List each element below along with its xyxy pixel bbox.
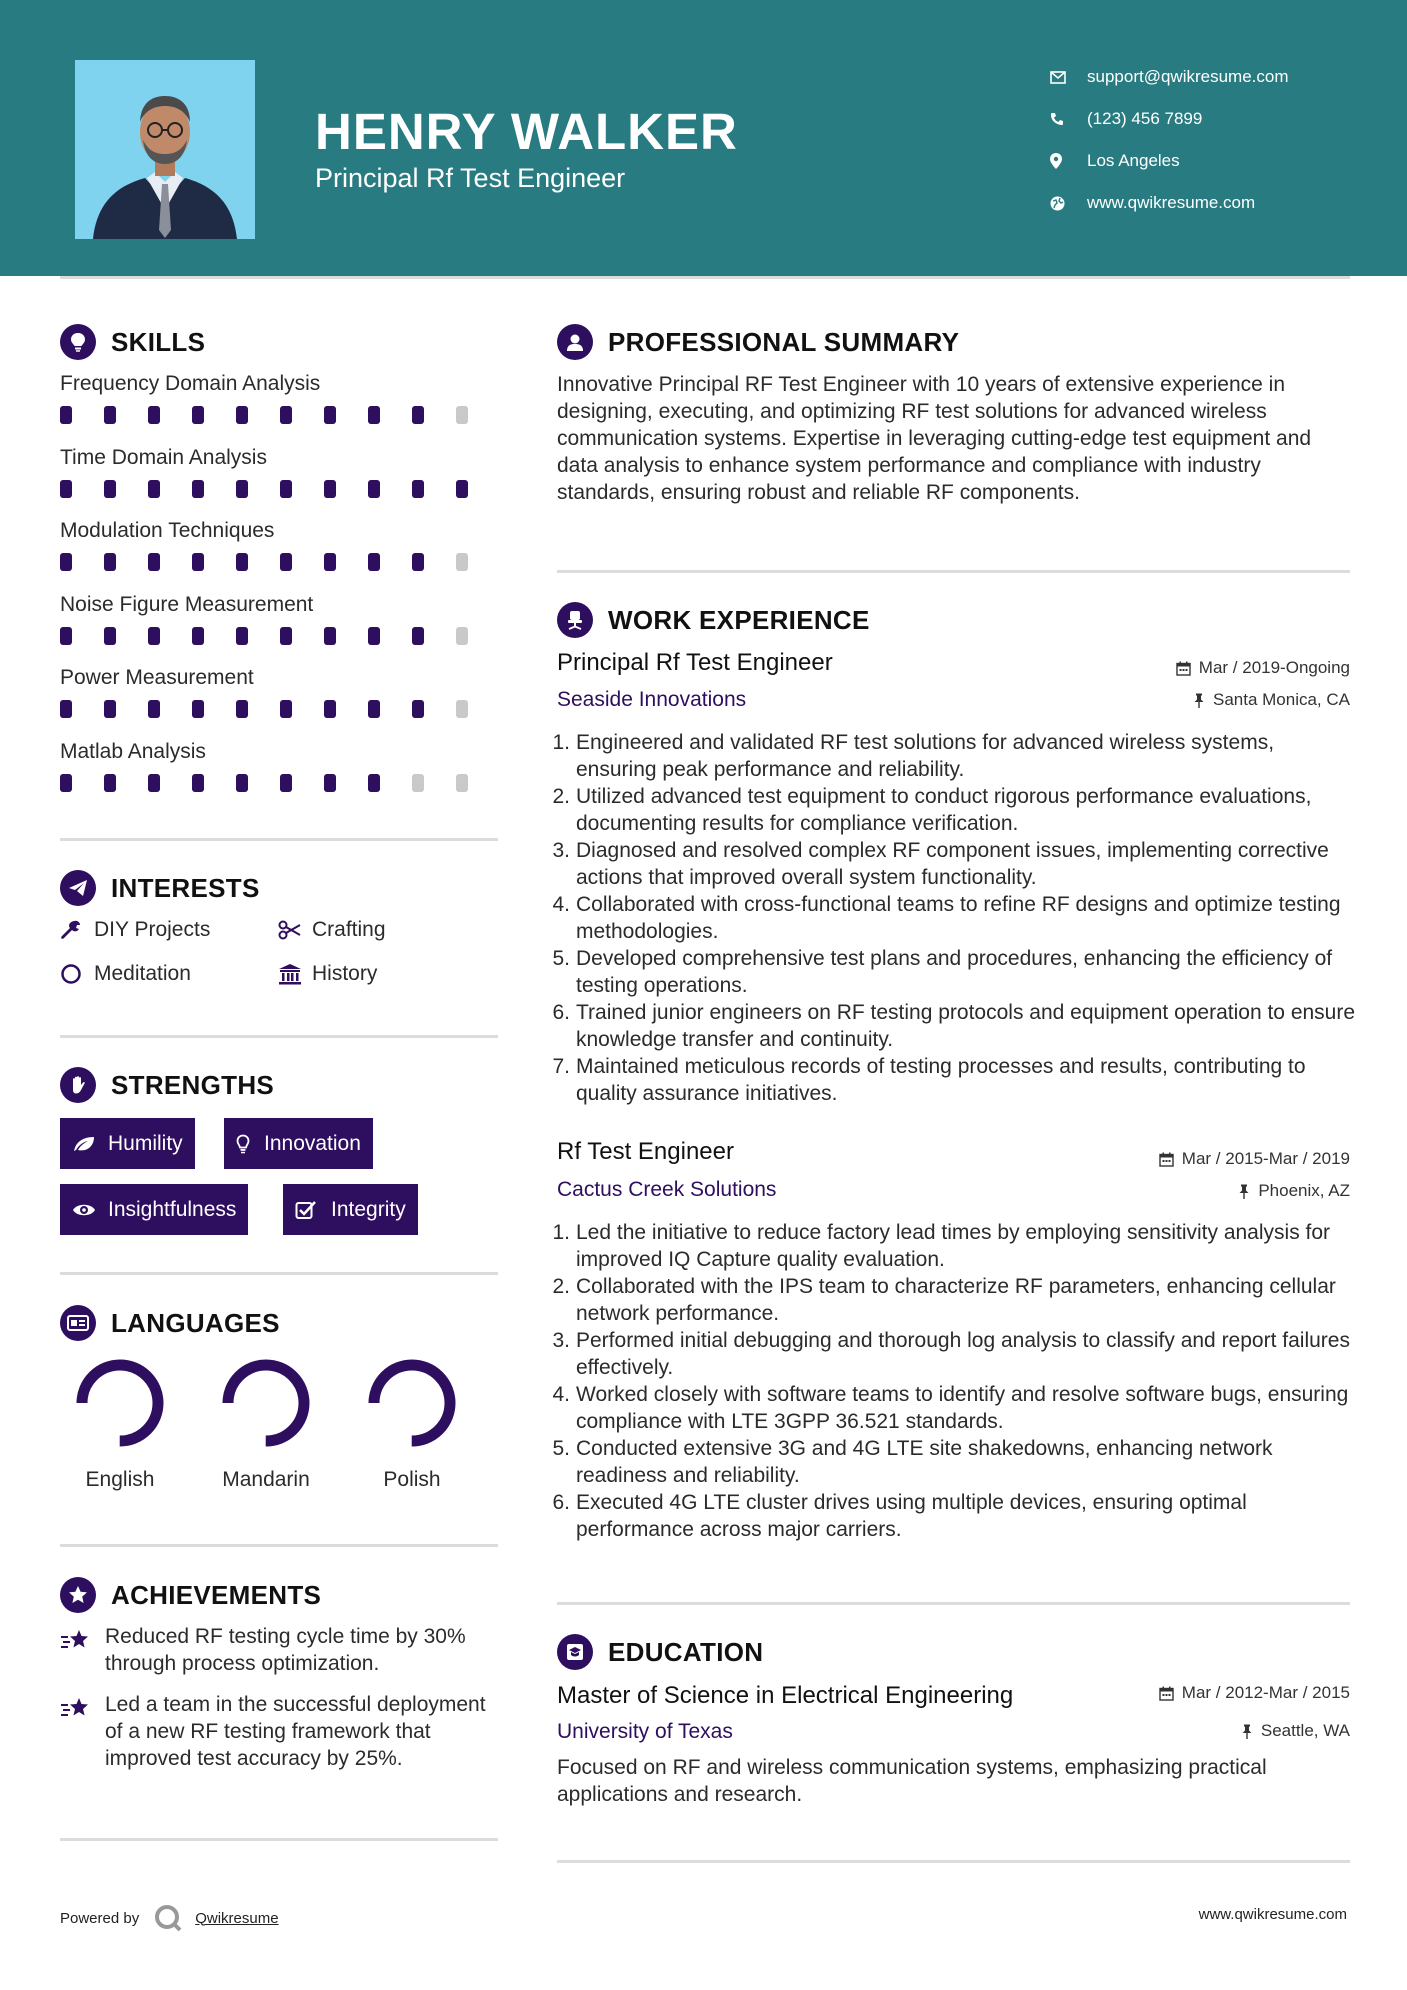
bullet-text: Executed 4G LTE cluster drives using multiple devices, ensuring optimal performance across major carriers. (576, 1491, 1247, 1541)
languages-heading (60, 1305, 280, 1341)
bullet-text: Maintained meticulous records of testing processes and results, contributing to quality assurance initiatives. (576, 1055, 1306, 1105)
experience-heading (557, 602, 870, 638)
strength-label: Integrity (331, 1197, 406, 1221)
summary-text: Innovative Principal RF Test Engineer with 10 years of extensive experience in designing, executing, and optimizing RF test solutions for advanced wireless communication systems. Expertise in leveraging cutting-edge test equipment and data analysis to enhance system performance and compliance with industry standards, ensuring robust and reliable RF components. (557, 373, 1312, 504)
wrench-icon (60, 919, 94, 941)
divider (557, 1860, 1350, 1863)
location-text: Santa Monica, CA (1212, 690, 1350, 709)
rating-dot (60, 774, 72, 792)
rating-dot (192, 627, 204, 645)
rating-dot (412, 700, 424, 718)
bullet-number: 2. (552, 1275, 570, 1298)
bullet-text: Collaborated with cross-functional teams to refine RF designs and optimize testing methodologies. (576, 893, 1341, 943)
shooting-star-icon (60, 1623, 105, 1677)
rating-dot (456, 774, 468, 792)
education-dates (1000, 1683, 1350, 1703)
bullet-number: 5. (552, 1437, 570, 1460)
job-bullets (552, 1219, 1356, 1543)
footer-credit (60, 1903, 279, 1933)
bullet-text: Led the initiative to reduce factory lead times by employing sensitivity analysis for improved IQ Capture quality evaluation. (576, 1221, 1331, 1271)
skills-heading (60, 324, 205, 360)
interest-item (60, 962, 191, 986)
language-label: Polish (383, 1468, 441, 1491)
language-level-arc (374, 1365, 450, 1441)
divider (60, 838, 498, 841)
profile-photo (75, 60, 255, 239)
location-text: Phoenix, AZ (1258, 1181, 1350, 1200)
rating-dot (280, 774, 292, 792)
website-text: www.qwikresume.com (1087, 193, 1256, 212)
rating-dot (148, 627, 160, 645)
rating-dot (192, 553, 204, 571)
office-chair-icon (557, 602, 593, 638)
rating-dot (104, 480, 116, 498)
language-level-arc (82, 1365, 158, 1441)
hand-icon (60, 1067, 96, 1103)
rating-dot (104, 700, 116, 718)
rating-dot (104, 627, 116, 645)
bullet-text: Conducted extensive 3G and 4G LTE site shakedowns, enhancing network readiness and reliability. (576, 1437, 1273, 1487)
experience-title: WORK EXPERIENCE (608, 604, 870, 635)
strengths-heading (60, 1067, 274, 1103)
rating-dot (236, 774, 248, 792)
bullet-item (552, 1273, 1356, 1327)
rating-dot (236, 700, 248, 718)
divider (60, 1272, 498, 1275)
bullet-number: 2. (552, 785, 570, 808)
rating-dot (412, 553, 424, 571)
rating-dot (192, 406, 204, 424)
interest-item (278, 918, 386, 942)
rating-dot (60, 700, 72, 718)
bullet-item (552, 891, 1356, 945)
contact-location (1050, 140, 1390, 182)
language-ring (58, 1357, 182, 1457)
rating-dot (412, 406, 424, 424)
resume-header (0, 0, 1407, 276)
bullet-number: 5. (552, 947, 570, 970)
bullet-item (552, 1381, 1356, 1435)
languages-title: LANGUAGES (111, 1307, 280, 1338)
eye-icon (72, 1202, 108, 1218)
lightbulb-icon (236, 1134, 264, 1154)
skills-list (60, 368, 500, 809)
rating-dot (368, 627, 380, 645)
bullet-item (552, 945, 1356, 999)
strength-tag (60, 1184, 248, 1235)
job-bullets (552, 729, 1356, 1107)
skill-item (60, 662, 500, 736)
strength-label: Innovation (264, 1131, 361, 1155)
rating-dot (148, 700, 160, 718)
bullet-text: Utilized advanced test equipment to conduct rigorous performance evaluations, documenting results for compliance verification. (576, 785, 1312, 835)
interest-label: DIY Projects (94, 918, 211, 941)
skill-rating (60, 480, 500, 498)
user-icon (557, 324, 593, 360)
shooting-star-icon (60, 1691, 105, 1772)
rating-dot (456, 553, 468, 571)
bullet-number: 1. (552, 731, 570, 754)
pushpin-icon (1241, 1724, 1253, 1739)
school-name: University of Texas (557, 1720, 733, 1743)
rating-dot (236, 480, 248, 498)
skill-item (60, 368, 500, 442)
bullet-item (552, 1435, 1356, 1489)
skills-title: SKILLS (111, 326, 206, 357)
circle-icon (60, 963, 94, 985)
skill-label: Frequency Domain Analysis (60, 372, 321, 395)
rating-dot (60, 406, 72, 424)
rating-dot (192, 480, 204, 498)
location-text: Seattle, WA (1260, 1721, 1350, 1740)
qwikresume-logo-icon (153, 1903, 183, 1933)
bullet-number: 3. (552, 839, 570, 862)
rating-dot (456, 406, 468, 424)
achievement-item (60, 1623, 500, 1677)
phone-text: (123) 456 7899 (1087, 109, 1203, 128)
rating-dot (324, 480, 336, 498)
bullet-text: Worked closely with software teams to identify and resolve software bugs, ensuring compliance with LTE 3GPP 36.521 standards. (576, 1383, 1349, 1433)
museum-icon (278, 963, 312, 985)
bullet-number: 6. (552, 1491, 570, 1514)
rating-dot (104, 774, 116, 792)
bullet-number: 1. (552, 1221, 570, 1244)
rating-dot (324, 627, 336, 645)
bullet-number: 7. (552, 1055, 570, 1078)
rating-dot (324, 774, 336, 792)
graduate-icon (557, 1634, 593, 1670)
email-text: support@qwikresume.com (1087, 67, 1289, 86)
divider (60, 1838, 498, 1841)
header-divider (60, 276, 1350, 279)
skill-rating (60, 627, 500, 645)
achievements-heading (60, 1577, 321, 1613)
rating-dot (104, 406, 116, 424)
leaf-icon (72, 1135, 108, 1153)
calendar-icon (1176, 661, 1191, 676)
rating-dot (412, 774, 424, 792)
bullet-number: 6. (552, 1001, 570, 1024)
strength-tag (283, 1184, 418, 1235)
rating-dot (368, 553, 380, 571)
language-label: English (85, 1468, 155, 1491)
candidate-title: Principal Rf Test Engineer (315, 163, 626, 193)
skill-rating (60, 406, 500, 424)
globe-icon (1050, 196, 1087, 211)
language-label: Mandarin (222, 1468, 310, 1491)
bullet-number: 3. (552, 1329, 570, 1352)
skill-rating (60, 553, 500, 571)
map-pin-icon (1050, 153, 1087, 169)
divider (60, 1544, 498, 1547)
job-dates (1000, 1149, 1350, 1169)
skill-item (60, 515, 500, 589)
bullet-item (552, 1489, 1356, 1543)
strength-label: Humility (108, 1131, 183, 1155)
skill-label: Modulation Techniques (60, 519, 275, 542)
summary-title: PROFESSIONAL SUMMARY (608, 326, 960, 357)
scissors-icon (278, 920, 312, 940)
bullet-item (552, 783, 1356, 837)
bullet-number: 4. (552, 1383, 570, 1406)
interest-label: Meditation (94, 962, 191, 985)
rating-dot (280, 480, 292, 498)
rating-dot (148, 553, 160, 571)
skill-rating (60, 774, 500, 792)
rating-dot (236, 553, 248, 571)
job-location (1000, 1181, 1350, 1201)
dates-text: Mar / 2012-Mar / 2015 (1181, 1683, 1350, 1702)
rating-dot (412, 480, 424, 498)
bullet-text: Performed initial debugging and thorough log analysis to classify and report failures effectively. (576, 1329, 1350, 1379)
skill-label: Noise Figure Measurement (60, 592, 314, 616)
bullet-item (552, 1219, 1356, 1273)
rating-dot (60, 627, 72, 645)
bullet-item (552, 729, 1356, 783)
language-item (196, 1357, 336, 1492)
bullet-item (552, 1053, 1356, 1107)
location-text: Los Angeles (1087, 151, 1180, 170)
summary-heading (557, 324, 959, 360)
skill-label: Power Measurement (60, 666, 254, 689)
contact-phone[interactable] (1050, 98, 1390, 140)
qwikresume-link[interactable]: Qwikresume (195, 1909, 279, 1927)
degree-title: Master of Science in Electrical Engineering (557, 1682, 1014, 1709)
paper-plane-icon (60, 870, 96, 906)
dates-text: Mar / 2015-Mar / 2019 (1181, 1149, 1350, 1168)
rating-dot (324, 406, 336, 424)
rating-dot (368, 406, 380, 424)
achievements-title: ACHIEVEMENTS (111, 1579, 322, 1610)
job-dates (1000, 658, 1350, 678)
bullet-item (552, 999, 1356, 1053)
interest-label: Crafting (312, 918, 386, 941)
education-text: Focused on RF and wireless communication systems, emphasizing practical applications and research. (557, 1756, 1267, 1806)
contact-email[interactable] (1050, 56, 1390, 98)
rating-dot (456, 627, 468, 645)
interest-item (278, 962, 377, 986)
interest-label: History (312, 962, 378, 985)
candidate-name: HENRY WALKER (315, 103, 738, 160)
rating-dot (368, 700, 380, 718)
pushpin-icon (1193, 693, 1205, 708)
rating-dot (148, 406, 160, 424)
achievement-item (60, 1691, 500, 1772)
rating-dot (324, 553, 336, 571)
bullet-text: Diagnosed and resolved complex RF component issues, implementing corrective actions that improved overall system functionality. (576, 839, 1329, 889)
dates-text: Mar / 2019-Ongoing (1198, 658, 1350, 677)
language-item (342, 1357, 482, 1492)
job-title: Rf Test Engineer (557, 1138, 734, 1165)
contact-list (1050, 56, 1390, 224)
skill-item (60, 736, 500, 810)
rating-dot (60, 480, 72, 498)
education-title: EDUCATION (608, 1636, 764, 1667)
interests-title: INTERESTS (111, 872, 260, 903)
bullet-item (552, 1327, 1356, 1381)
footer-website[interactable]: www.qwikresume.com (1198, 1906, 1347, 1923)
rating-dot (148, 480, 160, 498)
language-ring (350, 1357, 474, 1457)
rating-dot (368, 774, 380, 792)
checkbox-icon (295, 1200, 331, 1220)
star-badge-icon (60, 1577, 96, 1613)
rating-dot (280, 627, 292, 645)
company-name: Cactus Creek Solutions (557, 1178, 777, 1201)
bullet-text: Collaborated with the IPS team to characterize RF parameters, enhancing cellular network performance. (576, 1275, 1336, 1325)
bullet-text: Developed comprehensive test plans and procedures, enhancing the efficiency of testing operations. (576, 947, 1333, 997)
education-location (1000, 1721, 1350, 1741)
skill-rating (60, 700, 500, 718)
rating-dot (456, 480, 468, 498)
skill-item (60, 589, 500, 663)
calendar-icon (1159, 1686, 1174, 1701)
id-card-icon (60, 1305, 96, 1341)
rating-dot (456, 700, 468, 718)
envelope-icon (1050, 71, 1087, 84)
job-location (1000, 690, 1350, 710)
phone-icon (1050, 112, 1087, 126)
divider (557, 1602, 1350, 1605)
rating-dot (412, 627, 424, 645)
divider (557, 570, 1350, 573)
bullet-item (552, 837, 1356, 891)
rating-dot (104, 553, 116, 571)
pushpin-icon (1238, 1184, 1250, 1199)
rating-dot (368, 480, 380, 498)
powered-by-text: Powered by (60, 1909, 140, 1927)
rating-dot (148, 774, 160, 792)
strength-tag (60, 1118, 195, 1169)
rating-dot (324, 700, 336, 718)
job-title: Principal Rf Test Engineer (557, 649, 833, 676)
lightbulb-icon (60, 324, 96, 360)
strength-tag (224, 1118, 373, 1169)
skill-label: Matlab Analysis (60, 739, 206, 763)
rating-dot (236, 406, 248, 424)
bullet-text: Engineered and validated RF test solutions for advanced wireless systems, ensuring peak performance and reliability. (576, 731, 1275, 781)
rating-dot (280, 700, 292, 718)
rating-dot (60, 553, 72, 571)
rating-dot (192, 700, 204, 718)
achievement-text: Reduced RF testing cycle time by 30% through process optimization. (105, 1625, 466, 1675)
rating-dot (192, 774, 204, 792)
skill-item (60, 442, 500, 516)
achievement-text: Led a team in the successful deployment of a new RF testing framework that improved test accuracy by 25%. (105, 1693, 486, 1770)
language-item (50, 1357, 190, 1492)
strengths-title: STRENGTHS (111, 1069, 275, 1100)
strength-label: Insightfulness (108, 1197, 237, 1221)
language-ring (204, 1357, 328, 1457)
bullet-text: Trained junior engineers on RF testing protocols and equipment operation to ensure knowledge transfer and continuity. (576, 1001, 1356, 1051)
divider (60, 1035, 498, 1038)
rating-dot (236, 627, 248, 645)
contact-website[interactable] (1050, 182, 1390, 224)
bullet-number: 4. (552, 893, 570, 916)
rating-dot (280, 553, 292, 571)
language-level-arc (228, 1365, 304, 1441)
interest-item (60, 918, 210, 942)
company-name: Seaside Innovations (557, 688, 747, 711)
skill-label: Time Domain Analysis (60, 445, 267, 469)
interests-heading (60, 870, 260, 906)
rating-dot (280, 406, 292, 424)
education-heading (557, 1634, 763, 1670)
calendar-icon (1159, 1152, 1174, 1167)
